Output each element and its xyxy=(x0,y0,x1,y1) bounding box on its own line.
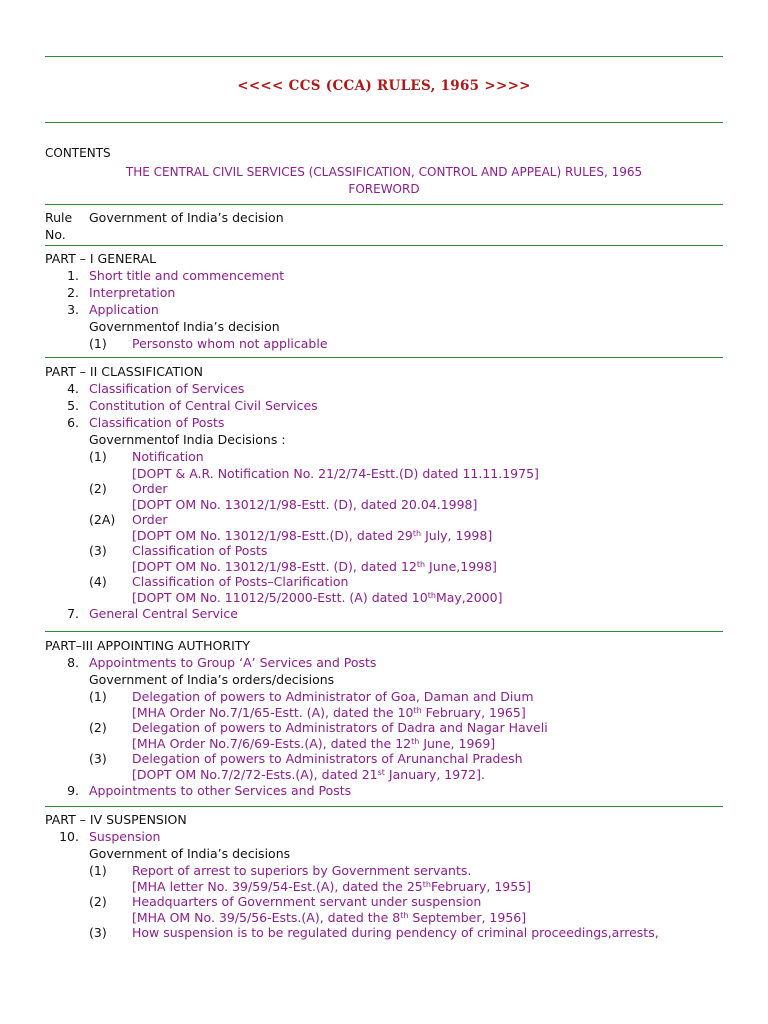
reference-text: September, 1956] xyxy=(408,910,527,925)
part-3-heading: PART–III APPOINTING AUTHORITY xyxy=(45,638,251,653)
decision-number: (1) xyxy=(89,336,107,351)
list-item xyxy=(45,782,723,799)
rule-number: 2. xyxy=(67,285,79,300)
rule-number: 6. xyxy=(67,415,79,430)
decision-link[interactable]: Delegation of powers to Administrators of Dadra and Nagar Haveli xyxy=(132,720,548,735)
decision-link[interactable]: Delegation of powers to Administrators of Arunanchal Pradesh xyxy=(132,751,523,766)
ordinal-suffix: st xyxy=(377,768,385,777)
rule-link[interactable]: Interpretation xyxy=(89,285,176,300)
list-item xyxy=(45,573,723,590)
decision-link[interactable]: Delegation of powers to Administrator of Goa, Daman and Dium xyxy=(132,689,534,704)
rule-link[interactable]: Appointments to Group ‘A’ Services and Posts xyxy=(89,655,377,670)
decision-link[interactable]: Headquarters of Government servant under suspension xyxy=(132,894,482,909)
list-item xyxy=(45,511,723,528)
rule-number: 3. xyxy=(67,302,79,317)
ordinal-suffix: th xyxy=(412,529,422,538)
rule-link[interactable]: Appointments to other Services and Posts xyxy=(89,783,352,798)
reference-text: June, 1969] xyxy=(419,736,496,751)
list-item xyxy=(45,448,723,465)
decision-number: (1) xyxy=(89,449,107,464)
contents-label: CONTENTS xyxy=(45,146,111,160)
part-2-heading: PART – II CLASSIFICATION xyxy=(45,364,204,379)
column-header xyxy=(45,209,723,243)
rule-number: 7. xyxy=(67,606,79,621)
decision-reference: [DOPT OM No. 13012/1/98-Estt. (D), dated 20.04.1998] xyxy=(132,497,478,512)
decision-reference xyxy=(132,705,526,720)
part-divider xyxy=(45,806,723,807)
reference-text: [MHA Order No.7/6/69-Ests.(A), dated the 12 xyxy=(132,736,412,751)
decision-link[interactable]: Notification xyxy=(132,449,204,464)
reference-text: February, 1965] xyxy=(421,705,526,720)
decision-number: (2A) xyxy=(89,512,116,527)
decision-number: (3) xyxy=(89,925,107,940)
decision-number: (1) xyxy=(89,863,107,878)
gov-decision-label: Government of India’s orders/decisions xyxy=(89,672,335,687)
document-title: <<<< CCS (CCA) RULES, 1965 >>>> xyxy=(237,78,531,94)
rule-link[interactable]: Classification of Posts xyxy=(89,415,225,430)
decision-number: (4) xyxy=(89,574,107,589)
rule-number: 9. xyxy=(67,783,79,798)
title-divider xyxy=(45,122,723,123)
reference-text: June,1998] xyxy=(425,559,497,574)
list-item xyxy=(45,719,723,736)
part-4-section xyxy=(45,811,723,941)
decision-link[interactable]: Classification of Posts–Clarification xyxy=(132,574,349,589)
decision-link[interactable]: Classification of Posts xyxy=(132,543,268,558)
decision-reference xyxy=(132,736,495,751)
list-item xyxy=(45,414,723,431)
rule-link[interactable]: Application xyxy=(89,302,159,317)
decision-reference xyxy=(132,559,497,574)
ordinal-suffix: th xyxy=(400,911,409,920)
rule-link[interactable]: Suspension xyxy=(89,829,161,844)
contents-subtitle: THE CENTRAL CIVIL SERVICES (CLASSIFICATION, CONTROL AND APPEAL) RULES, 1965 xyxy=(125,165,643,179)
ordinal-suffix: th xyxy=(416,560,426,569)
list-item xyxy=(45,267,723,284)
ordinal-suffix: th xyxy=(411,737,420,746)
col-rule-label: Rule xyxy=(45,210,73,225)
reference-text: [MHA OM No. 39/5/56-Ests.(A), dated the 8 xyxy=(132,910,401,925)
list-item xyxy=(45,828,723,845)
reference-text: [DOPT OM No. 11012/5/2000-Estt. (A) dated 10 xyxy=(132,590,428,605)
col-no-label: No. xyxy=(45,227,66,242)
reference-text: May,2000] xyxy=(435,590,503,605)
list-item xyxy=(45,605,723,622)
reference-text: [MHA Order No.7/1/65-Estt. (A), dated the 10 xyxy=(132,705,414,720)
rule-link[interactable]: General Central Service xyxy=(89,606,238,621)
list-item xyxy=(45,862,723,879)
reference-text: [DOPT OM No. 13012/1/98-Estt.(D), dated 29 xyxy=(132,528,413,543)
reference-text: February, 1955] xyxy=(430,879,532,894)
rule-number: 8. xyxy=(67,655,79,670)
part-4-heading: PART – IV SUSPENSION xyxy=(45,812,187,827)
ordinal-suffix: th xyxy=(413,706,422,715)
list-item xyxy=(45,542,723,559)
list-item xyxy=(45,380,723,397)
rule-link[interactable]: Classification of Services xyxy=(89,381,245,396)
part-3-section xyxy=(45,637,723,799)
decision-link[interactable]: How suspension is to be regulated during pendency of criminal proceedings,arrests, xyxy=(132,925,659,940)
decision-number: (1) xyxy=(89,689,107,704)
list-item xyxy=(45,654,723,671)
part-divider xyxy=(45,631,723,632)
decision-link[interactable]: Order xyxy=(132,512,168,527)
part-1-heading: PART – I GENERAL xyxy=(45,251,157,266)
rule-link[interactable]: Short title and commencement xyxy=(89,268,285,283)
rule-number: 5. xyxy=(67,398,79,413)
decision-link[interactable]: Order xyxy=(132,481,168,496)
decision-link[interactable]: Report of arrest to superiors by Government servants. xyxy=(132,863,472,878)
list-item xyxy=(45,750,723,767)
decision-reference: [DOPT & A.R. Notification No. 21/2/74-Estt.(D) dated 11.11.1975] xyxy=(132,466,539,481)
rule-number: 1. xyxy=(67,268,79,283)
list-item xyxy=(45,688,723,705)
reference-text: [MHA letter No. 39/59/54-Est.(A), dated the 25 xyxy=(132,879,423,894)
decision-number: (2) xyxy=(89,720,107,735)
list-item xyxy=(45,397,723,414)
rule-link[interactable]: Constitution of Central Civil Services xyxy=(89,398,318,413)
decision-reference xyxy=(132,590,502,605)
list-item xyxy=(45,301,723,318)
top-divider xyxy=(45,56,723,57)
list-item xyxy=(45,924,723,941)
part-2-section xyxy=(45,363,723,622)
foreword-link[interactable]: FOREWORD xyxy=(348,182,420,196)
rule-number: 4. xyxy=(67,381,79,396)
list-item xyxy=(45,893,723,910)
decision-reference xyxy=(132,767,485,782)
reference-text: July, 1998] xyxy=(421,528,493,543)
gov-decision-label: Governmentof India’s decision xyxy=(89,319,280,334)
decision-number: (3) xyxy=(89,543,107,558)
reference-text: January, 1972]. xyxy=(384,767,485,782)
part-divider xyxy=(45,357,723,358)
list-item xyxy=(45,284,723,301)
ordinal-suffix: th xyxy=(427,591,436,600)
list-item xyxy=(45,480,723,497)
decision-number: (3) xyxy=(89,751,107,766)
list-item xyxy=(45,335,723,352)
reference-text: [DOPT OM No. 13012/1/98-Estt. (D), dated 12 xyxy=(132,559,417,574)
rule-number: 10. xyxy=(59,829,79,844)
decision-reference xyxy=(132,910,526,925)
reference-text: [DOPT OM No.7/2/72-Ests.(A), dated 21 xyxy=(132,767,378,782)
contents-divider xyxy=(45,204,723,205)
part-1-section xyxy=(45,250,723,352)
col-decision-label: Government of India’s decision xyxy=(89,210,284,225)
decision-number: (2) xyxy=(89,481,107,496)
header-divider xyxy=(45,245,723,246)
ordinal-suffix: th xyxy=(422,880,431,889)
gov-decision-label: Governmentof India Decisions : xyxy=(89,432,286,447)
decision-link[interactable]: Personsto whom not applicable xyxy=(132,336,328,351)
gov-decision-label: Government of India’s decisions xyxy=(89,846,291,861)
decision-number: (2) xyxy=(89,894,107,909)
decision-reference xyxy=(132,879,531,894)
decision-reference xyxy=(132,528,492,543)
